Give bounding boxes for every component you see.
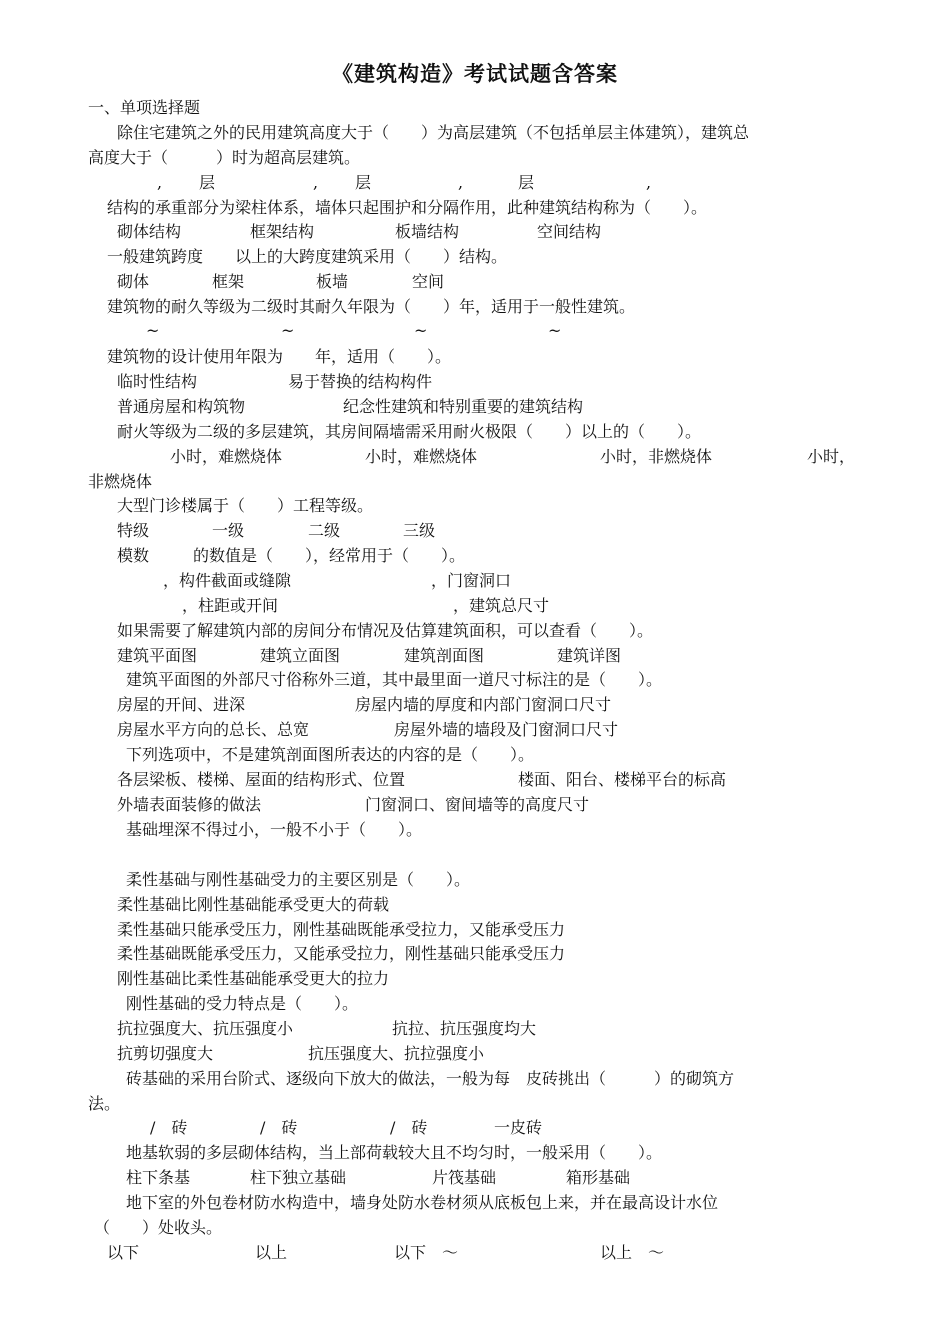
option-text: 以上 ～ <box>600 1243 665 1262</box>
option-text: / 砖 <box>260 1118 298 1137</box>
question-stem: 建筑平面图的外部尺寸俗称外三道，其中最里面一道尺寸标注的是（ ）。 <box>126 670 663 689</box>
option-text: 板墙结构 <box>395 222 460 241</box>
option-text: 柔性基础既能承受压力，又能承受拉力，刚性基础只能承受压力 <box>117 944 566 963</box>
question-7-options <box>0 519 950 543</box>
option-text: 三级 <box>403 521 436 540</box>
option-text: 小时，难燃烧体 <box>170 447 283 466</box>
option-text: 以下 ～ <box>394 1243 459 1262</box>
question-stem: 建筑物的设计使用年限为 年，适用（ ）。 <box>107 347 452 366</box>
option-text: , <box>458 173 464 192</box>
option-text: ~ <box>414 321 428 340</box>
question-stem: 高度大于（ ）时为超高层建筑。 <box>88 148 361 167</box>
question-stem: 法。 <box>88 1094 121 1113</box>
option-text: 门窗洞口、窗间墙等的高度尺寸 <box>365 795 590 814</box>
option-text: 建筑剖面图 <box>404 646 485 665</box>
option-text: 砌体 <box>117 272 150 291</box>
option-text: 抗压强度大、抗拉强度小 <box>308 1044 485 1063</box>
question-15-options <box>0 1116 950 1140</box>
option-text: 一皮砖 <box>494 1118 543 1137</box>
option-text: 砌体结构 <box>117 222 182 241</box>
option-text: 柔性基础比刚性基础能承受更大的荷载 <box>117 895 390 914</box>
option-text: 框架 <box>212 272 245 291</box>
question-6-options <box>0 445 950 469</box>
option-text: 建筑立面图 <box>260 646 341 665</box>
question-stem: 除住宅建筑之外的民用建筑高度大于（ ）为高层建筑（不包括单层主体建筑），建筑总 <box>117 123 750 142</box>
option-text: 板墙 <box>316 272 349 291</box>
option-text: 非燃烧体 <box>88 472 153 491</box>
option-text: 房屋内墙的厚度和内部门窗洞口尺寸 <box>355 695 612 714</box>
option-text: ~ <box>281 321 295 340</box>
option-text: 刚性基础比柔性基础能承受更大的拉力 <box>117 969 390 988</box>
question-stem: 一般建筑跨度 以上的大跨度建筑采用（ ）结构。 <box>107 247 508 266</box>
option-text: 普通房屋和构筑物 <box>117 397 246 416</box>
option-text: 以上 <box>255 1243 288 1262</box>
option-text: 临时性结构 <box>117 372 198 391</box>
option-text: 以下 <box>107 1243 140 1262</box>
option-text: 外墙表面装修的做法 <box>117 795 262 814</box>
option-text: 特级 <box>117 521 150 540</box>
option-text: 层 <box>518 173 535 192</box>
option-text: 片筏基础 <box>432 1168 497 1187</box>
option-text: 易于替换的结构构件 <box>288 372 433 391</box>
option-text: 层 <box>199 173 216 192</box>
option-text: 建筑详图 <box>557 646 622 665</box>
option-text: , <box>157 173 163 192</box>
option-text: 小时，非燃烧体 <box>600 447 713 466</box>
option-text: 抗拉强度大、抗压强度小 <box>117 1019 294 1038</box>
question-14-options-row-2 <box>0 1042 950 1066</box>
option-text: ~ <box>548 321 562 340</box>
option-text: 层 <box>355 173 372 192</box>
question-stem: 的数值是（ ），经常用于（ ）。 <box>193 546 466 565</box>
option-text: 房屋水平方向的总长、总宽 <box>117 720 310 739</box>
question-stem: 地下室的外包卷材防水构造中，墙身处防水卷材须从底板包上来，并在最高设计水位 <box>126 1193 719 1212</box>
question-11-options-row-2 <box>0 793 950 817</box>
question-1-options <box>0 171 950 195</box>
option-text: 一级 <box>212 521 245 540</box>
option-text: 小时， <box>807 447 856 466</box>
question-stem: （ ）处收头。 <box>94 1218 223 1237</box>
option-text: ，门窗洞口 <box>431 571 512 590</box>
option-text: ，建筑总尺寸 <box>453 596 550 615</box>
option-text: 柱下独立基础 <box>250 1168 347 1187</box>
document-title: 《建筑构造》考试试题含答案 <box>332 62 618 86</box>
option-text: 房屋的开间、进深 <box>117 695 246 714</box>
option-text: 建筑平面图 <box>117 646 198 665</box>
question-17-options <box>0 1241 950 1265</box>
question-5-options-row-1 <box>0 370 950 394</box>
option-text: ，构件截面或缝隙 <box>163 571 292 590</box>
question-stem: 地基软弱的多层砌体结构，当上部荷载较大且不均匀时，一般采用（ ）。 <box>126 1143 663 1162</box>
question-8-options-row-1 <box>0 569 950 593</box>
option-text: 纪念性建筑和特别重要的建筑结构 <box>343 397 584 416</box>
question-stem: 结构的承重部分为梁柱体系，墙体只起围护和分隔作用，此种建筑结构称为（ ）。 <box>107 198 708 217</box>
option-text: 空间 <box>412 272 445 291</box>
question-14-options-row-1 <box>0 1017 950 1041</box>
option-text: 房屋外墙的墙段及门窗洞口尺寸 <box>394 720 619 739</box>
option-text: ~ <box>146 321 160 340</box>
option-text: 框架结构 <box>250 222 315 241</box>
option-text: 空间结构 <box>537 222 602 241</box>
question-stem: 耐火等级为二级的多层建筑，其房间隔墙需采用耐火极限（ ）以上的（ ）。 <box>117 422 702 441</box>
question-stem: 模数 <box>117 546 150 565</box>
question-8-options-row-2 <box>0 594 950 618</box>
question-5-options-row-2 <box>0 395 950 419</box>
question-stem: 大型门诊楼属于（ ）工程等级。 <box>117 496 374 515</box>
option-text: , <box>646 173 652 192</box>
option-text: 各层梁板、楼梯、屋面的结构形式、位置 <box>117 770 406 789</box>
option-text: , <box>313 173 319 192</box>
option-text: 柱下条基 <box>126 1168 191 1187</box>
question-9-options <box>0 644 950 668</box>
option-text: 箱形基础 <box>566 1168 631 1187</box>
option-text: ，柱距或开间 <box>182 596 279 615</box>
question-4-options <box>0 319 950 343</box>
question-10-options-row-2 <box>0 718 950 742</box>
question-stem: 下列选项中，不是建筑剖面图所表达的内容的是（ ）。 <box>126 745 535 764</box>
option-text: 楼面、阳台、楼梯平台的标高 <box>518 770 727 789</box>
question-2-options <box>0 220 950 244</box>
question-stem: 砖基础的采用台阶式、逐级向下放大的做法，一般为每 皮砖挑出（ ）的砌筑方 <box>126 1069 735 1088</box>
option-text: 柔性基础只能承受压力，刚性基础既能承受拉力，又能承受压力 <box>117 920 566 939</box>
option-text: 抗剪切强度大 <box>117 1044 214 1063</box>
question-11-options-row-1 <box>0 768 950 792</box>
question-8-stem <box>0 544 950 568</box>
question-16-options <box>0 1166 950 1190</box>
option-text: 抗拉、抗压强度均大 <box>392 1019 537 1038</box>
question-3-options <box>0 270 950 294</box>
question-stem: 柔性基础与刚性基础受力的主要区别是（ ）。 <box>126 870 471 889</box>
question-stem: 建筑物的耐久等级为二级时其耐久年限为（ ）年，适用于一般性建筑。 <box>107 297 636 316</box>
question-stem: 基础埋深不得过小，一般不小于（ ）。 <box>126 820 423 839</box>
section-heading-text: 一、单项选择题 <box>88 98 201 117</box>
option-text: 二级 <box>308 521 341 540</box>
question-stem: 刚性基础的受力特点是（ ）。 <box>126 994 359 1013</box>
question-stem: 如果需要了解建筑内部的房间分布情况及估算建筑面积，可以查看（ ）。 <box>117 621 654 640</box>
option-text: / 砖 <box>150 1118 188 1137</box>
option-text: 小时，难燃烧体 <box>365 447 478 466</box>
option-text: / 砖 <box>390 1118 428 1137</box>
question-10-options-row-1 <box>0 693 950 717</box>
